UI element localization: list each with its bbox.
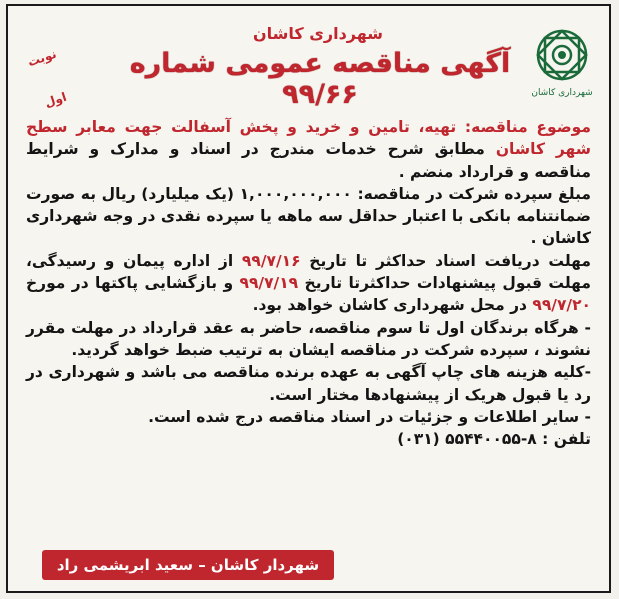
clause-2: -کلیه هزینه های چاپ آگهی به عهده برنده مناقصه می باشد و شهرداری در رد یا قبول هریک از پیشنهادها مختار است. — [26, 363, 591, 404]
notice-title: آگهی مناقصه عمومی شماره ۹۹/۶۶ — [129, 48, 511, 110]
deadline-paragraph — [26, 250, 591, 317]
mayor-signature: شهردار کاشان – سعید ابریشمی راد — [42, 550, 334, 580]
subject-text: تهیه، تامین و خرید و پخش آسفالت جهت معابر سطح شهر کاشان — [26, 118, 592, 159]
deadline-text-1: مهلت دریافت اسناد حداکثر تا تاریخ — [300, 251, 591, 270]
phone-number: تلفن : ۸-۵۵۴۴۰۰۵۵ (۰۳۱) — [397, 430, 591, 449]
organization-name: شهرداری کاشان — [252, 24, 384, 43]
deadline-text-4: در محل شهرداری کاشان خواهد بود. — [252, 296, 533, 315]
tender-notice — [6, 4, 611, 593]
deposit-paragraph: مبلغ سپرده شرکت در مناقصه: ۱,۰۰۰,۰۰۰,۰۰۰ (یک میلیارد) ریال به صورت ضمانتنامه بانکی با اعتبار حداقل سه ماهه یا سپرده نقدی در وجه شهرداری کاشان . — [26, 184, 591, 248]
proposal-deadline-date: ۹۹/۷/۱۹ — [239, 274, 299, 293]
subject-rest: مطابق شرح خدمات مندرج در اسناد و مدارک و شرایط مناقصه و قرارداد منضم . — [26, 140, 591, 181]
clause-1: - هرگاه برندگان اول تا سوم مناقصه، حاضر به عقد قرارداد در مهلت مقرر نشوند ، سپرده شرکت در مناقصه ایشان به ترتیب ضبط خواهد گردید. — [26, 318, 591, 359]
document-deadline-date: ۹۹/۷/۱۶ — [241, 251, 301, 270]
notice-header — [8, 6, 609, 110]
deadline-text-3: و بازگشایی پاکتها در مورخ — [26, 274, 240, 293]
municipality-logo — [528, 24, 596, 104]
municipality-logo-icon — [528, 24, 596, 86]
clause-3: - سایر اطلاعات و جزئیات در اسناد مناقصه درج شده است. — [148, 407, 591, 426]
subject-paragraph — [26, 116, 591, 183]
publication-badge: نوبت اول — [25, 46, 69, 110]
deadline-text-2: از اداره پیمان و رسیدگی، مهلت قبول پیشنهادات حداکثرتا تاریخ — [26, 251, 591, 293]
opening-date: ۹۹/۷/۲۰ — [532, 296, 591, 315]
notice-body — [26, 116, 591, 450]
subject-label: موضوع مناقصه: — [464, 118, 591, 136]
logo-caption: شهرداری کاشان — [531, 88, 593, 98]
